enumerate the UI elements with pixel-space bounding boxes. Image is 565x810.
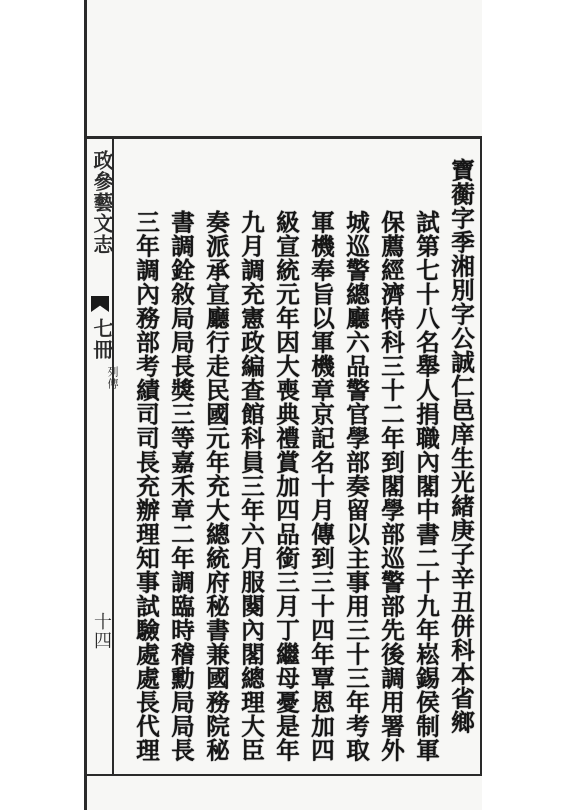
text-column: 書調銓敘局局長獎三等嘉禾章二年調臨時稽勳局局長: [167, 210, 195, 762]
margin-section: 列傳: [106, 366, 119, 390]
text-body: [117, 158, 475, 770]
page-spine-line: [84, 0, 87, 810]
margin-page-number: 十四: [91, 612, 112, 650]
text-column: 三年調內務部考績司司長充辦理知事試驗處處長代理: [132, 210, 160, 762]
text-column: 軍機奉旨以軍機章京記名十月傳到三十四年覃恩加四: [307, 210, 335, 762]
frame-top-border: [84, 136, 482, 139]
text-column: 寶蘅字季湘別字公誠仁邑庠生光緒庚子辛丑併科本省鄉: [447, 158, 475, 734]
text-column: 九月調充憲政編查館科員三年六月服闋內閣總理大臣: [237, 210, 265, 762]
margin-book-title: 政參藝文志: [90, 150, 114, 255]
text-column: 奏派承宣廳行走民國元年充大總統府秘書兼國務院秘: [202, 210, 230, 762]
frame-right-border: [480, 136, 482, 776]
text-column: 城巡警總廳六品警官學部奏留以主事用三十三年考取: [342, 210, 370, 762]
margin-volume: 七冊: [90, 318, 114, 360]
frame-bottom-border: [84, 774, 482, 776]
text-column: 級宣統元年因大喪典禮賞加四品銜三月丁繼母憂是年: [272, 210, 300, 762]
text-column: 保薦經濟特科三十二年到閣學部巡警部先後調用署外: [377, 210, 405, 762]
text-column: 試第七十八名舉人捐職內閣中書二十九年崧錫侯制軍: [412, 210, 440, 762]
